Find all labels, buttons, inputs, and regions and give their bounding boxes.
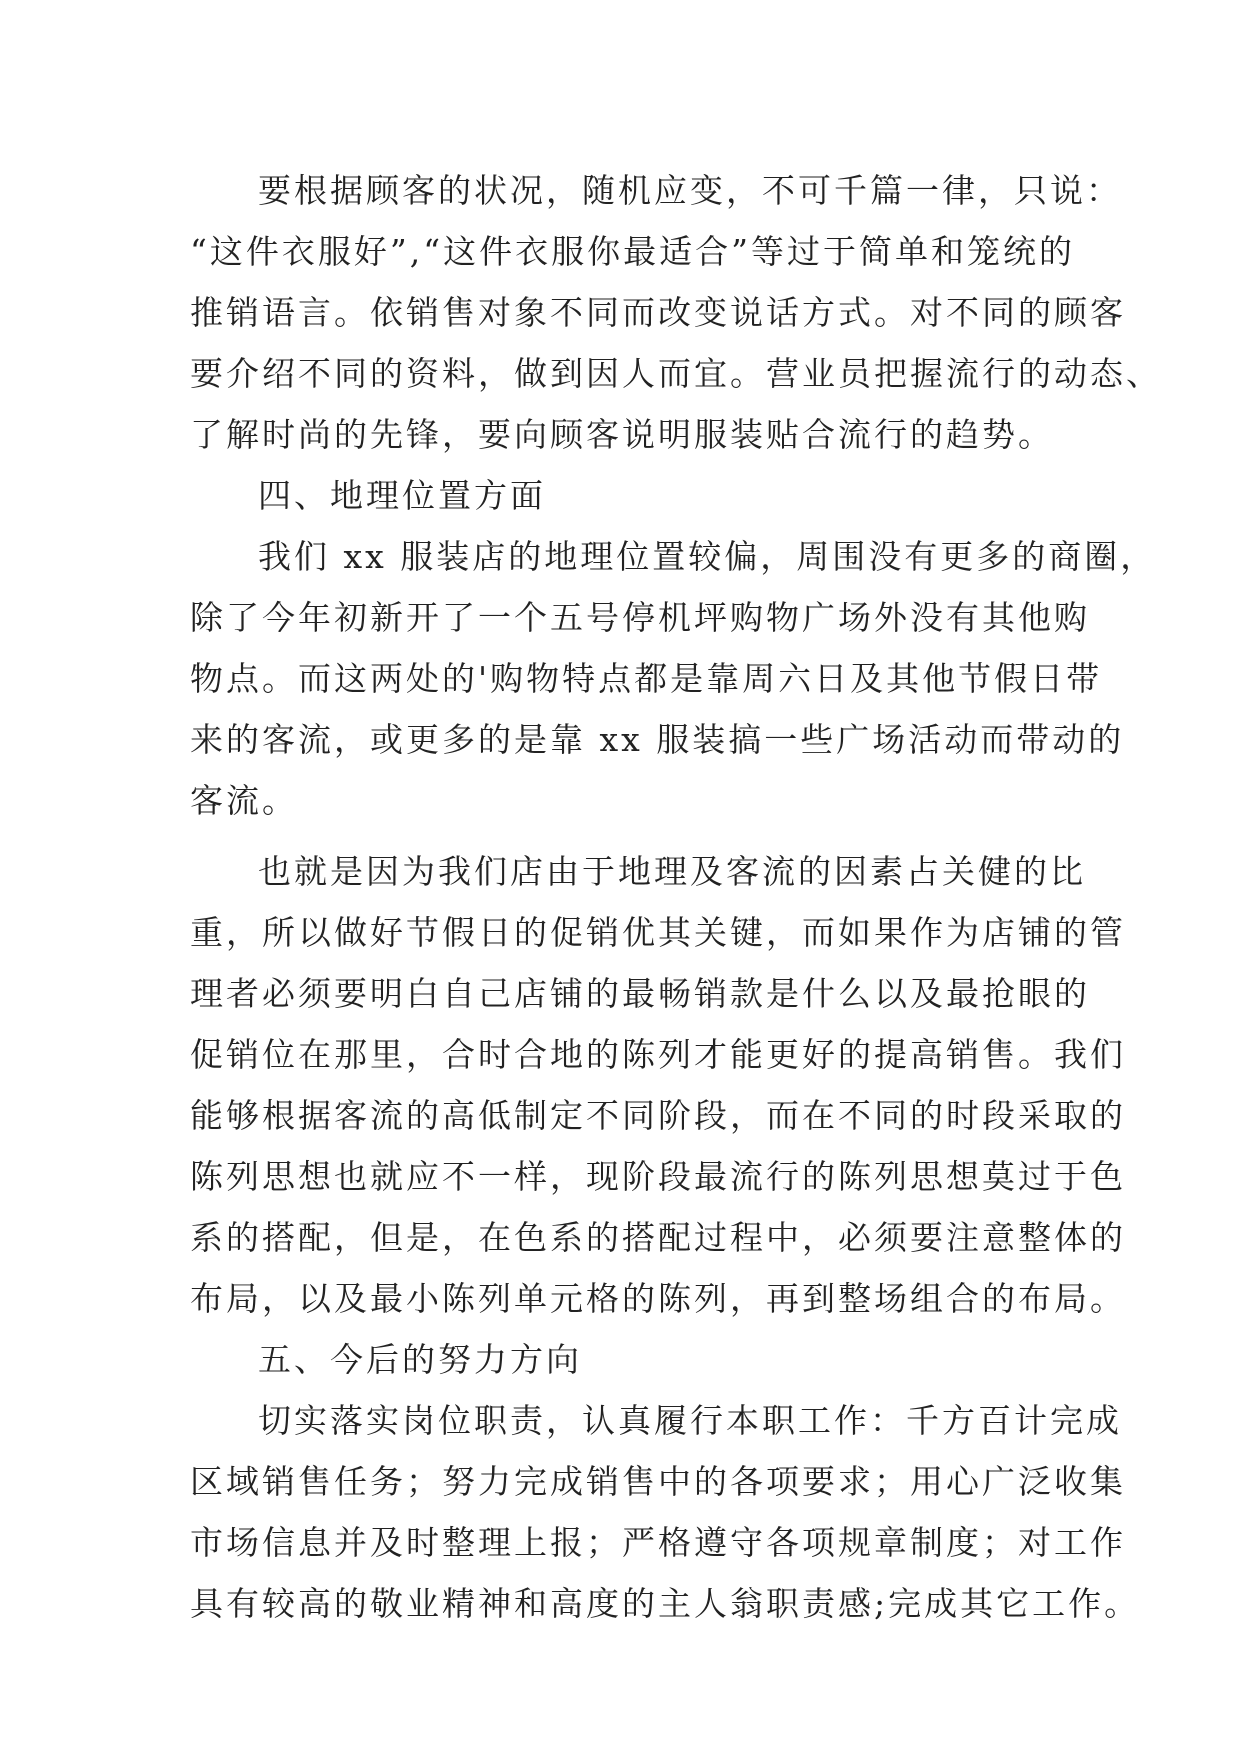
paragraph-line: 区域销售任务；努力完成销售中的各项要求；用心广泛收集 <box>190 1462 1126 1501</box>
paragraph-line: 除了今年初新开了一个五号停机坪购物广场外没有其他购 <box>190 598 1090 637</box>
paragraph-line: 能够根据客流的高低制定不同阶段，而在不同的时段采取的 <box>190 1096 1126 1135</box>
paragraph-line: 了解时尚的先锋，要向顾客说明服装贴合流行的趋势。 <box>190 415 1054 454</box>
paragraph-line: “这件衣服好”,“这件衣服你最适合”等过于简单和笼统的 <box>190 232 1075 271</box>
paragraph-line: 布局，以及最小陈列单元格的陈列，再到整场组合的布局。 <box>190 1279 1126 1318</box>
paragraph-line: 系的搭配，但是，在色系的搭配过程中，必须要注意整体的 <box>190 1218 1126 1257</box>
paragraph-line: 来的客流，或更多的是靠 xx 服装搞一些广场活动而带动的 <box>190 720 1125 759</box>
section-heading: 四、地理位置方面 <box>258 476 546 515</box>
paragraph-line: 我们 xx 服装店的地理位置较偏，周围没有更多的商圈， <box>258 537 1157 576</box>
paragraph-line: 具有较高的敬业精神和高度的主人翁职责感;完成其它工作。 <box>190 1584 1141 1623</box>
paragraph-line: 陈列思想也就应不一样，现阶段最流行的陈列思想莫过于色 <box>190 1157 1126 1196</box>
paragraph-line: 理者必须要明白自己店铺的最畅销款是什么以及最抢眼的 <box>190 974 1090 1013</box>
body-text <box>190 160 1162 1634</box>
section-heading: 五、今后的努力方向 <box>258 1340 582 1379</box>
paragraph-line: 物点。而这两处的'购物特点都是靠周六日及其他节假日带 <box>190 659 1103 698</box>
paragraph-line: 推销语言。依销售对象不同而改变说话方式。对不同的顾客 <box>190 293 1126 332</box>
paragraph-line: 也就是因为我们店由于地理及客流的因素占关健的比 <box>258 852 1086 891</box>
paragraph-line: 要根据顾客的状况，随机应变，不可千篇一律，只说： <box>258 171 1122 210</box>
paragraph-line: 重，所以做好节假日的促销优其关键，而如果作为店铺的管 <box>190 913 1126 952</box>
paragraph-line: 客流。 <box>190 781 298 820</box>
paragraph-gap <box>190 831 1060 841</box>
paragraph-line: 市场信息并及时整理上报；严格遵守各项规章制度；对工作 <box>190 1523 1126 1562</box>
paragraph-line: 促销位在那里，合时合地的陈列才能更好的提高销售。我们 <box>190 1035 1126 1074</box>
paragraph-line: 切实落实岗位职责，认真履行本职工作：千方百计完成 <box>258 1401 1122 1440</box>
paragraph-line: 要介绍不同的资料，做到因人而宜。营业员把握流行的动态、 <box>190 354 1162 393</box>
